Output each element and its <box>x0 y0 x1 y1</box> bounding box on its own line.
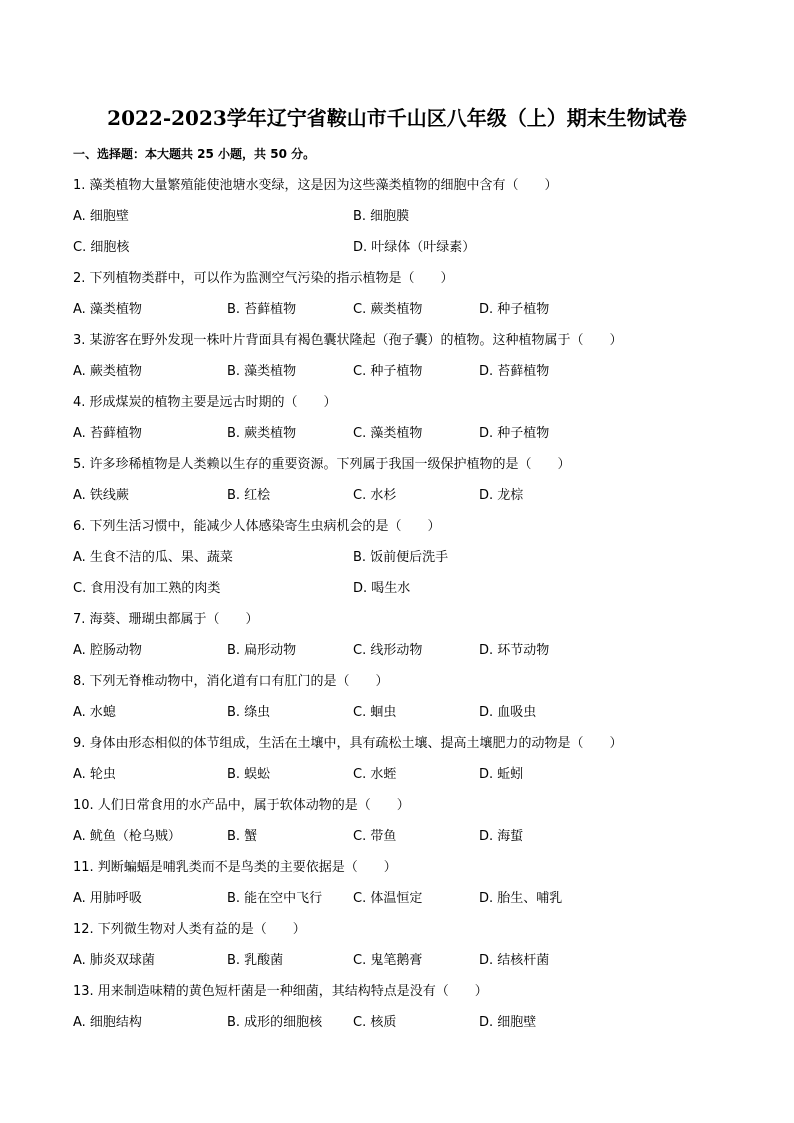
answer-option: A. 用肺呼吸 <box>73 891 142 906</box>
question-stem: 6. 下列生活习惯中，能减少人体感染寄生虫病机会的是（ ） <box>73 519 441 534</box>
question-stem: 8. 下列无脊椎动物中，消化道有口有肛门的是（ ） <box>73 674 389 689</box>
answer-option: D. 蚯蚓 <box>479 767 524 782</box>
answer-option: C. 蛔虫 <box>353 705 397 720</box>
answer-option: D. 环节动物 <box>479 643 550 658</box>
answer-option: D. 结核杆菌 <box>479 953 550 968</box>
answer-option: C. 水杉 <box>353 488 397 503</box>
answer-option: C. 蕨类植物 <box>353 302 423 317</box>
answer-option: A. 水螅 <box>73 705 116 720</box>
answer-option: B. 苔藓植物 <box>227 302 297 317</box>
answer-option: B. 蕨类植物 <box>227 426 297 441</box>
answer-option: D. 叶绿体（叶绿素） <box>353 240 476 255</box>
answer-option: D. 龙棕 <box>479 488 524 503</box>
answer-option: D. 血吸虫 <box>479 705 537 720</box>
question-stem: 2. 下列植物类群中，可以作为监测空气污染的指示植物是（ ） <box>73 271 454 286</box>
answer-option: A. 鱿鱼（枪乌贼） <box>73 829 181 844</box>
answer-option: B. 细胞膜 <box>353 209 410 224</box>
answer-option: D. 种子植物 <box>479 426 550 441</box>
exam-title: 2022-2023学年辽宁省鞍山市千山区八年级（上）期末生物试卷 <box>107 106 687 130</box>
answer-option: C. 食用没有加工熟的肉类 <box>73 581 221 596</box>
answer-option: C. 线形动物 <box>353 643 423 658</box>
answer-option: C. 藻类植物 <box>353 426 423 441</box>
answer-option: A. 细胞结构 <box>73 1015 142 1030</box>
answer-option: C. 带鱼 <box>353 829 397 844</box>
answer-option: B. 绦虫 <box>227 705 271 720</box>
answer-option: D. 苔藓植物 <box>479 364 550 379</box>
answer-option: B. 扁形动物 <box>227 643 297 658</box>
question-stem: 11. 判断蝙蝠是哺乳类而不是鸟类的主要依据是（ ） <box>73 860 397 875</box>
answer-option: B. 蟹 <box>227 829 258 844</box>
answer-option: D. 细胞壁 <box>479 1015 537 1030</box>
question-stem: 9. 身体由形态相似的体节组成，生活在土壤中，具有疏松土壤、提高土壤肥力的动物是（ ） <box>73 736 623 751</box>
answer-option: A. 肺炎双球菌 <box>73 953 155 968</box>
answer-option: B. 蜈蚣 <box>227 767 271 782</box>
answer-option: C. 细胞核 <box>73 240 130 255</box>
answer-option: C. 种子植物 <box>353 364 423 379</box>
answer-option: A. 苔藓植物 <box>73 426 142 441</box>
answer-option: A. 藻类植物 <box>73 302 142 317</box>
answer-option: B. 能在空中飞行 <box>227 891 323 906</box>
question-stem: 1. 藻类植物大量繁殖能使池塘水变绿，这是因为这些藻类植物的细胞中含有（ ） <box>73 178 558 193</box>
answer-option: A. 轮虫 <box>73 767 116 782</box>
answer-option: A. 蕨类植物 <box>73 364 142 379</box>
answer-option: C. 水蛭 <box>353 767 397 782</box>
question-stem: 13. 用来制造味精的黄色短杆菌是一种细菌，其结构特点是没有（ ） <box>73 984 488 999</box>
answer-option: A. 铁线蕨 <box>73 488 129 503</box>
answer-option: D. 种子植物 <box>479 302 550 317</box>
question-stem: 12. 下列微生物对人类有益的是（ ） <box>73 922 306 937</box>
answer-option: B. 成形的细胞核 <box>227 1015 323 1030</box>
answer-option: B. 乳酸菌 <box>227 953 284 968</box>
answer-option: C. 核质 <box>353 1015 397 1030</box>
answer-option: A. 细胞壁 <box>73 209 129 224</box>
question-stem: 5. 许多珍稀植物是人类赖以生存的重要资源。下列属于我国一级保护植物的是（ ） <box>73 457 571 472</box>
answer-option: C. 体温恒定 <box>353 891 423 906</box>
question-stem: 10. 人们日常食用的水产品中，属于软体动物的是（ ） <box>73 798 410 813</box>
answer-option: A. 生食不洁的瓜、果、蔬菜 <box>73 550 233 565</box>
answer-option: B. 藻类植物 <box>227 364 297 379</box>
answer-option: B. 红桧 <box>227 488 271 503</box>
answer-option: A. 腔肠动物 <box>73 643 142 658</box>
question-stem: 7. 海葵、珊瑚虫都属于（ ） <box>73 612 259 627</box>
section-heading: 一、选择题：本大题共 25 小题，共 50 分。 <box>73 147 316 161</box>
answer-option: D. 海蜇 <box>479 829 524 844</box>
question-stem: 3. 某游客在野外发现一株叶片背面具有褐色囊状隆起（孢子囊）的植物。这种植物属于（ ） <box>73 333 623 348</box>
answer-option: D. 喝生水 <box>353 581 411 596</box>
answer-option: B. 饭前便后洗手 <box>353 550 449 565</box>
answer-option: D. 胎生、哺乳 <box>479 891 563 906</box>
answer-option: C. 鬼笔鹅膏 <box>353 953 423 968</box>
question-stem: 4. 形成煤炭的植物主要是远古时期的（ ） <box>73 395 337 410</box>
